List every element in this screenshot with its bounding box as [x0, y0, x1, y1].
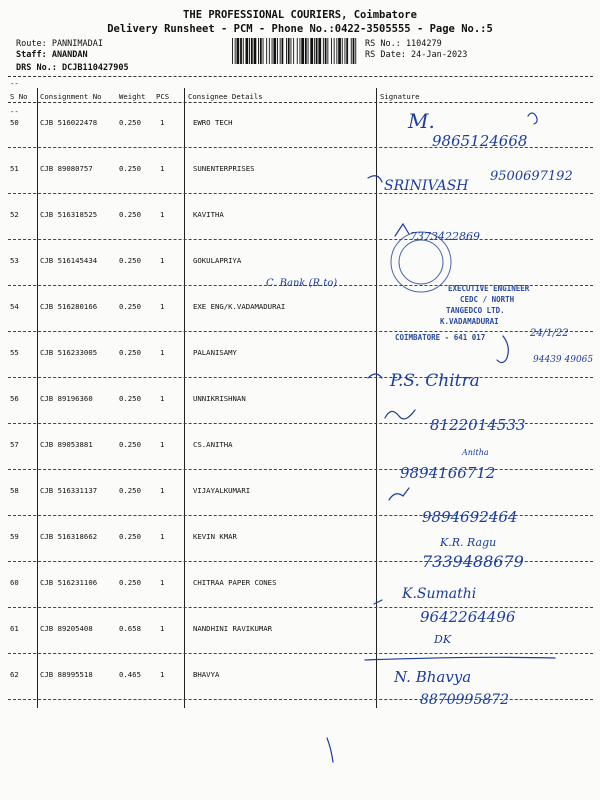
signature-scribble [385, 410, 415, 419]
row-sno: 52 [10, 210, 19, 219]
r51-phone: 9500697192 [490, 169, 573, 184]
signature-scribble [374, 600, 382, 604]
row-consignee: VIJAYALKUMARI [193, 486, 251, 495]
row-pcs: 1 [160, 210, 165, 219]
drs-number: DRS No.: DCJB110427905 [16, 63, 129, 73]
rs-number: RS No.: 1104279 [365, 39, 442, 49]
signature-scribble [528, 113, 537, 124]
row-pcs: 1 [160, 486, 165, 495]
r54-date: 24/1/22 [530, 328, 569, 339]
runsheet-subtitle: Delivery Runsheet - PCM - Phone No.:0422-3505555 - Page No.:5 [107, 23, 493, 35]
stamp-line-3: TANGEDCO LTD. [446, 306, 505, 315]
staff-label: Staff: ANANDAN [16, 50, 88, 60]
row-consignment-no: CJB 516331137 [40, 486, 98, 495]
stamp-line-4: K.VADAMADURAI [440, 317, 499, 326]
signature-scribble [497, 336, 508, 363]
row-weight: 0.250 [119, 302, 141, 311]
row-consignee: PALANISAMY [193, 348, 237, 357]
stamp-line-2: CEDC / NORTH [460, 295, 515, 304]
r59-phone: 7339488679 [422, 552, 524, 571]
r52-phone: 7373422869 [410, 230, 480, 243]
row-pcs: 1 [160, 670, 165, 679]
row-consignee: SUNENTERPRISES [193, 164, 255, 173]
row-consignee: UNNIKRISHNAN [193, 394, 246, 403]
r50-name: M. [408, 109, 435, 133]
row-sno: 54 [10, 302, 19, 311]
r50-phone: 9865124668 [432, 132, 528, 150]
company-title: THE PROFESSIONAL COURIERS, Coimbatore [183, 9, 417, 21]
row-weight: 0.250 [119, 578, 141, 587]
row-weight: 0.250 [119, 440, 141, 449]
r59-name: K.R. Ragu [440, 536, 497, 549]
row-consignment-no: CJB 516233005 [40, 348, 98, 357]
row-consignee: CS.ANITHA [193, 440, 233, 449]
r53-note: C. Bank (R.to) [266, 278, 338, 289]
row-weight: 0.250 [119, 486, 141, 495]
row-consignee: CHITRAA PAPER CONES [193, 578, 277, 587]
row-sno: 50 [10, 118, 19, 127]
stamp-line-5: COIMBATORE - 641 017 [395, 333, 486, 342]
row-sno: 58 [10, 486, 19, 495]
row-sno: 61 [10, 624, 19, 633]
row-pcs: 1 [160, 256, 165, 265]
route-label: Route: PANNIMADAI [16, 39, 103, 49]
col-header-consignee: Consignee Details [188, 92, 263, 101]
r55-name: P.S. Chitra [390, 371, 480, 391]
row-weight: 0.250 [119, 210, 141, 219]
row-consignee: GOKULAPRIYA [193, 256, 242, 265]
row-consignee: BHAVYA [193, 670, 220, 679]
row-pcs: 1 [160, 118, 165, 127]
row-weight: 0.250 [119, 532, 141, 541]
col-header-weight: Weight [119, 92, 146, 101]
row-weight: 0.658 [119, 624, 141, 633]
row-pcs: 1 [160, 394, 165, 403]
signature-scribble [368, 176, 382, 182]
row-consignment-no: CJB 516318662 [40, 532, 98, 541]
r51-name: SRINIVASH [384, 178, 469, 194]
col-header-pcs: PCS [156, 92, 170, 101]
row-sno: 51 [10, 164, 19, 173]
row-pcs: 1 [160, 348, 165, 357]
row-consignment-no: CJB 516231106 [40, 578, 98, 587]
row-sno: 62 [10, 670, 19, 679]
row-sno: 55 [10, 348, 19, 357]
row-sno: 57 [10, 440, 19, 449]
row-consignee: EXE ENG/K.VADAMADURAI [193, 302, 286, 311]
row-pcs: 1 [160, 532, 165, 541]
row-pcs: 1 [160, 164, 165, 173]
row-sno: 60 [10, 578, 19, 587]
row-weight: 0.250 [119, 118, 141, 127]
row-consignment-no: CJB 516318525 [40, 210, 98, 219]
signature-scribble [327, 738, 333, 762]
row-sno: 59 [10, 532, 19, 541]
row-weight: 0.250 [119, 164, 141, 173]
row-weight: 0.250 [119, 348, 141, 357]
row-consignment-no: CJB 89205408 [40, 624, 93, 633]
r60-phone: 9642264496 [420, 608, 516, 626]
row-consignment-no: CJB 89053881 [40, 440, 93, 449]
rs-date: RS Date: 24-Jan-2023 [365, 50, 468, 60]
row-consignment-no: CJB 516145434 [40, 256, 98, 265]
row-weight: 0.250 [119, 256, 141, 265]
row-consignment-no: CJB 516022478 [40, 118, 98, 127]
row-sno: 53 [10, 256, 19, 265]
dash-marker: -- [10, 79, 19, 88]
r62-name: N. Bhavya [394, 668, 472, 686]
r60-name: K.Sumathi [402, 586, 477, 602]
col-header-sno: S No [10, 92, 28, 101]
r56-phone: 8122014533 [430, 416, 526, 434]
row-pcs: 1 [160, 624, 165, 633]
signature-scribble [389, 488, 409, 500]
dash-marker: -- [10, 107, 19, 116]
col-header-signature: Signature [380, 92, 420, 101]
r58-phone: 9894692464 [422, 508, 518, 526]
r55-phone: 94439 49065 [533, 355, 594, 365]
r61-initials: DK [434, 633, 452, 646]
r57-phone: 9894166712 [400, 464, 496, 482]
row-pcs: 1 [160, 302, 165, 311]
row-consignment-no: CJB 89080757 [40, 164, 93, 173]
row-consignment-no: CJB 516280166 [40, 302, 98, 311]
row-consignment-no: CJB 89196360 [40, 394, 93, 403]
row-consignee: EWRO TECH [193, 118, 233, 127]
row-pcs: 1 [160, 440, 165, 449]
signature-scribble [368, 374, 382, 378]
row-consignee: NANDHINI RAVIKUMAR [193, 624, 273, 633]
row-consignee: KAVITHA [193, 210, 224, 219]
row-sno: 56 [10, 394, 19, 403]
row-consignee: KEVIN KMAR [193, 532, 237, 541]
row-pcs: 1 [160, 578, 165, 587]
r62-phone: 8870995872 [420, 692, 510, 708]
signature-scribble [365, 657, 555, 660]
stamp-circle [399, 240, 443, 284]
r57-name: Anitha [462, 448, 489, 457]
signature-scribble [395, 224, 409, 236]
col-header-consignment: Consignment No [40, 92, 102, 101]
row-weight: 0.250 [119, 394, 141, 403]
stamp-line-1: EXECUTIVE ENGINEER [448, 284, 530, 293]
row-consignment-no: CJB 88995518 [40, 670, 93, 679]
row-weight: 0.465 [119, 670, 141, 679]
